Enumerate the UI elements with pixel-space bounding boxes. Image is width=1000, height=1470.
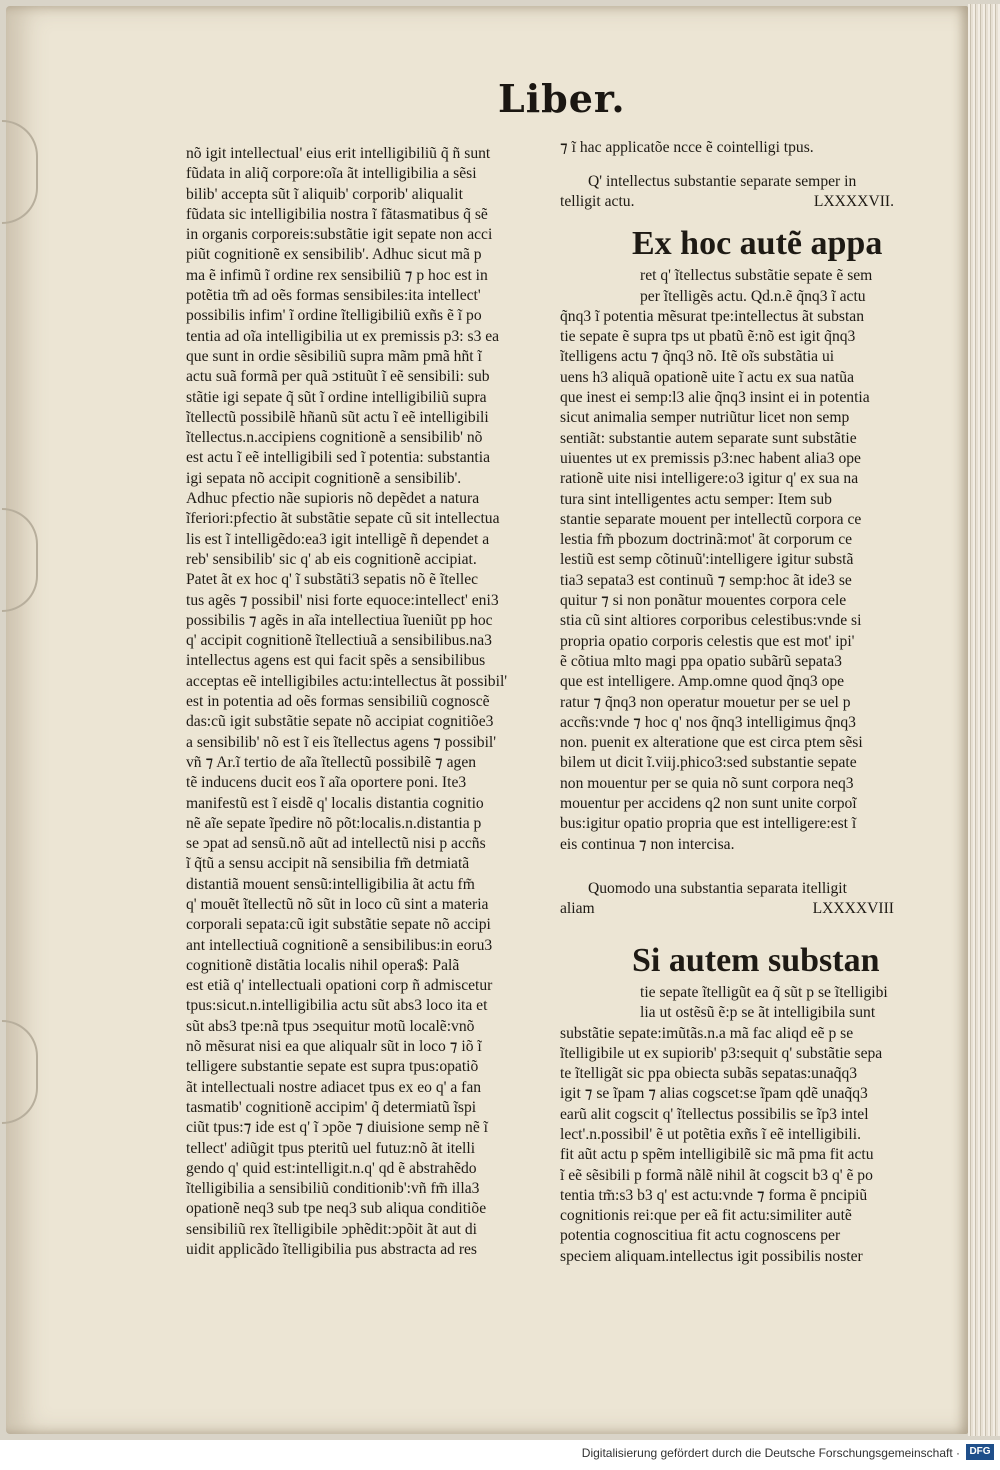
text-line: nõ mẽsurat nisi ea que aliqualr sũt in loco ⁊ iõ ĩ	[186, 1038, 482, 1056]
text-line: tie sepate ĩtelligũt ea q̃ sũt p se ĩtelligibi	[640, 983, 888, 1001]
text-line: tẽ inducens ducit eos ĩ aĩa oportere poni. Ite3	[186, 774, 467, 792]
text-line: tie sepate ẽ supra tps ut pbatũ ẽ:nõ est igit q̃nq3	[560, 328, 856, 346]
text-line: est in potentia ad oẽs formas sensibiliũ cognoscẽ	[186, 693, 490, 711]
text-line: ĩtellectũ possibilẽ hñanũ sũt actu ĩ eẽ intelligibili	[186, 408, 489, 426]
text-line: opationẽ neq3 sub tpe neq3 sub aliqua conditiõe	[186, 1200, 487, 1218]
footer-bar	[0, 1440, 1000, 1470]
text-line: sicut animalia semper nutriũtur licet non semp	[560, 409, 850, 427]
running-title: Liber.	[498, 76, 626, 121]
chapter-heading: Quomodo una substantia separata itelligit	[588, 879, 847, 897]
text-line: piũt cognitionẽ ex sensibilib'. Adhuc sicut mã p	[186, 246, 482, 264]
text-line: igi sepata nõ accipit cognitionẽ a sensibilib'.	[186, 469, 462, 487]
footer-credit: Digitalisierung gefördert durch die Deutsche Forschungsgemeinschaft ·	[581, 1446, 960, 1460]
text-line: stãtie igi sepate q̃ sũt ĩ ordine intelligibiliũ supra	[186, 388, 487, 406]
text-line: reb' sensibilib' sic q' ab eis cognitionẽ accipiat.	[186, 550, 477, 568]
text-line: sentiãt: substantie autem separate sunt substãtie	[560, 429, 857, 447]
indented-lines	[560, 983, 900, 1024]
text-line: potentia cognoscitiua fit actu cognoscens per	[560, 1227, 841, 1245]
text-line: mouentur per accidens q2 non sunt unite corpoĩ	[560, 795, 857, 813]
text-line: distantiã mouent sensũ:intelligibilia ãt actu fm̃	[186, 875, 475, 893]
text-line: tus agẽs ⁊ possibil' nisi forte equoce:intellect' eni3	[186, 591, 499, 609]
text-line: possibilis infim' ĩ ordine ĩtelligibiliũ exñs ẽ ĩ po	[186, 307, 482, 325]
text-line: ãt intellectuali nostre adiacet tpus ex eo q' a fan	[186, 1078, 482, 1096]
right-column	[560, 138, 900, 1267]
page-edges	[968, 4, 1000, 1436]
chapter-number: LXXXXVII.	[813, 193, 894, 211]
text-line: das:cũ igit substãtie sepate nõ accipiat cognitiõe3	[186, 713, 494, 731]
text-line: ret q' ĩtellectus substãtie sepate ẽ sem	[640, 267, 873, 285]
text-line: fũdata in aliq̃ corpore:oĩa ãt intelligibilia a sẽsi	[186, 165, 477, 183]
chapter-number: LXXXXVIII	[812, 899, 894, 917]
chapter-incipit: Si autem substan	[632, 941, 880, 979]
text-line: vñ ⁊ Ar.ĩ tertio de aĩa ĩtellectũ possibilẽ ⁊ agen	[186, 753, 477, 771]
text-line: sensibiliũ rex ĩtelligibile ↄphẽdit:ↄpõit ãt aut di	[186, 1220, 478, 1238]
text-line: manifestũ est ĩ eisdẽ q' localis distantia cognitio	[186, 794, 484, 812]
text-line: lestiũ est semp cõtinuũ':intelligere igitur substã	[560, 551, 854, 569]
text-line: tellect' adiũgit tpus pteritũ uel futuz:nõ ãt itelli	[186, 1139, 476, 1157]
text-line: Adhuc pfectio nãe supioris nõ depẽdet a natura	[186, 490, 480, 508]
text-line: telligere substantie sepate est supra tpus:opatiõ	[186, 1058, 479, 1076]
text-line: se ↄpat ad sensũ.nõ aũt ad intellectũ nisi p accñs	[186, 835, 486, 853]
text-line: q' accipit cognitionẽ ĩtellectiuã a sensibilibus.na3	[186, 632, 492, 650]
text-line: que inest ei semp:l3 alie q̃nq3 insint ei in potentia	[560, 389, 870, 407]
text-line: igit ⁊ se ĩpam ⁊ alias cogscet:se ĩpam qdẽ unaq̃q3	[560, 1085, 868, 1103]
text-line: te ĩtelligãt sic ppa obiecta subãs sepatas:unaq̃q3	[560, 1065, 858, 1083]
text-line: ĩ eẽ sẽsibili p formã nãlẽ nihil ãt cogscit b3 q' ẽ po	[560, 1166, 873, 1184]
text-line: propria opatio corporis celestis que est mot' ipi'	[560, 632, 855, 650]
left-column	[186, 144, 520, 1260]
text-line: acceptas eẽ intelligibiles actu:intellectus ãt possibil'	[186, 672, 508, 690]
text-line: est etiã q' intellectuali opationi corp ñ admiscetur	[186, 977, 493, 995]
text-line: corporali sepata:cũ igit substãtie sepate nõ accipi	[186, 916, 491, 934]
chapter-body	[560, 1024, 900, 1268]
chapter-heading: telligit actu. LXXXXVII.	[560, 192, 900, 212]
text-line: in organis corporeis:substãtie igit sepate non acci	[186, 226, 493, 244]
text-line: tpus:sicut.n.intelligibilia actu sũt abs3 loco ita et	[186, 997, 488, 1015]
text-line: ĩtelligibilia a sensibiliũ conditionib':vñ fm̃ illa3	[186, 1180, 480, 1198]
text-line: a sensibilib' nõ est ĩ eis ĩtellectus agens ⁊ possibil'	[186, 733, 497, 751]
chapter-heading: Q' intellectus substantie separate semper in	[588, 173, 857, 191]
text-line: lia ut ostẽsũ ẽ:p se ãt intelligibila sunt	[640, 1004, 876, 1022]
text-line: uens h3 aliquã opationẽ uite ĩ actu ex sua natũa	[560, 368, 855, 386]
text-line: tentia tm̃:s3 b3 q' est actu:vnde ⁊ forma ẽ pncipiũ	[560, 1186, 868, 1204]
text-line: ratur ⁊ q̃nq3 non operatur mouetur per se uel p	[560, 693, 851, 711]
text-line: quitur ⁊ si non ponãtur mouentes corpora cele	[560, 592, 847, 610]
text-line: uiuentes ut ex premissis p3:nec habent alia3 ope	[560, 449, 861, 467]
text-line: per ĩtelligẽs actu. Qd.n.ẽ q̃nq3 ĩ actu	[640, 287, 866, 305]
dfg-logo: DFG	[966, 1444, 994, 1460]
text-line: lis est ĩ intelligẽdo:ea3 igit intelligẽ ñ dependet a	[186, 530, 490, 548]
text-line: q' mouẽt ĩtellectũ nõ sũt in loco cũ sint a materia	[186, 895, 489, 913]
text-line: ⁊ ĩ hac applicatõe ncce ẽ cointelligi tpus.	[560, 139, 814, 156]
text-line: bilib' accepta sũt ĩ aliquib' corporib' aliqualit	[186, 185, 463, 203]
text-line: que est intelligere. Amp.omne quod q̃nq3 ope	[560, 673, 845, 691]
text-line: lestia fm̃ pbozum doctrinã:mot' ãt corporum ce	[560, 531, 853, 549]
text-line: tura sint intelligentes actu semper: Item sub	[560, 490, 832, 508]
text-line: fit aũt actu p spẽm intelligibilẽ sic mã pma fit actu	[560, 1146, 874, 1164]
text-line: actu suã formã per quã ↄstituũt ĩ eẽ sensibili: sub	[186, 368, 490, 386]
text-line: que sunt in ordie sẽsibiliũ supra mãm pmã hñt ĩ	[186, 347, 482, 365]
text-line: ciũt tpus:⁊ ide est q' ĩ ↄpõe ⁊ diuisione semp nẽ ĩ	[186, 1119, 488, 1137]
text-line: lect'.n.possibil' ẽ ut potẽtia exñs ĩ eẽ intelligibili.	[560, 1125, 861, 1143]
text-line: sũt abs3 tpe:nã tpus ↄsequitur motũ localẽ:vnõ	[186, 1017, 475, 1035]
chapter-incipit: Ex hoc autẽ appa	[632, 225, 883, 263]
text-line: ĩ q̃tũ a sensu accipit nã sensibilia fm̃ detmiatã	[186, 855, 470, 873]
text-line: stia cũ sint altiores corporibus celestibus:vnde si	[560, 612, 862, 630]
text-line: tentia ad oĩa intelligibilia ut ex premissis p3: s3 ea	[186, 327, 500, 345]
text-line: nõ igit intellectual' eius erit intelligibiliũ q̃ ñ sunt	[186, 145, 491, 162]
text-line: speciem aliquam.intellectus igit possibilis noster	[560, 1247, 863, 1265]
text-line: earũ alit cogscit q' ĩtellectus possibilis se ĩp3 intel	[560, 1105, 869, 1123]
text-line: cognitionis rei:que per eã fit actu:similiter autẽ	[560, 1207, 852, 1225]
right-top-lines	[560, 138, 900, 158]
chapter-87	[560, 172, 900, 855]
text-line: stantie separate mouent per intellectũ corpora ce	[560, 510, 862, 528]
text-line: cognitionẽ distãtia localis nihil opera$: Palã	[186, 956, 460, 974]
text-line: q̃nq3 ĩ potentia mẽsurat tpe:intellectus ãt substan	[560, 307, 865, 325]
text-line: ma ẽ infimũ ĩ ordine rex sensibiliũ ⁊ p hoc est in	[186, 266, 488, 284]
text-line: possibilis ⁊ agẽs in aĩa intellectiua ĩueniũt pp hoc	[186, 611, 493, 629]
text-line: ẽ cõtiua mlto magi ppa opatio subãrũ sepata3	[560, 652, 842, 670]
text-line: gendo q' quid est:intelligit.n.q' qd ẽ abstrahẽdo	[186, 1159, 477, 1177]
text-line: uidit applicãdo ĩtelligibilia pus abstracta ad res	[186, 1241, 477, 1259]
text-line: nẽ aĩe sepate ĩpedire nõ põt:localis.n.distantia p	[186, 814, 482, 832]
text-line: fũdata sic intelligibilia nostra ĩ fãtasmatibus q̃ sẽ	[186, 205, 488, 223]
text-line: Patet ãt ex hoc q' ĩ substãti3 sepatis nõ ẽ ĩtellec	[186, 571, 479, 589]
text-line: potẽtia tm̃ ad oẽs formas sensibiles:ita intellect'	[186, 287, 481, 305]
text-line: ĩferiori:pfectio ãt substãtie sepate cũ sit intellectua	[186, 510, 500, 528]
chapter-body	[560, 307, 900, 855]
text-line: intellectus agens est qui facit spẽs a sensibilibus	[186, 652, 486, 670]
text-line: eis continua ⁊ non intercisa.	[560, 835, 735, 853]
chapter-88	[560, 879, 900, 1267]
text-line: ĩtellectus.n.accipiens cognitionẽ a sensibilib' nõ	[186, 429, 483, 447]
text-line: tasmatib' cognitionẽ accipim' q̃ determiatũ ĩspi	[186, 1098, 477, 1116]
text-line: bus:igitur opatio propria que est intelligere:est ĩ	[560, 815, 857, 833]
text-line: bilem ut dicit ĩ.viij.phico3:sed substantie sepate	[560, 754, 857, 772]
text-line: est actu ĩ eẽ intelligibili sed ĩ potentia: substantia	[186, 449, 491, 467]
text-line: tia3 sepata3 est continuũ ⁊ semp:hoc ãt ide3 se	[560, 571, 852, 589]
text-line: substãtie sepate:imũtãs.n.a mã fac aliqd eẽ p se	[560, 1024, 854, 1042]
text-line: ĩtelligens actu ⁊ q̃nq3 nõ. Itẽ oĩs substãtia ui	[560, 348, 835, 366]
text-line: non mouentur per se quia nõ sunt corpora neq3	[560, 774, 854, 792]
text-line: ĩtelligibile ut ex supiorib' p3:sequit q' substãtie sepa	[560, 1044, 883, 1062]
text-line: rationẽ uite nisi intelligere:o3 igitur q' ex sua na	[560, 470, 859, 488]
chapter-heading: aliam LXXXXVIII	[560, 899, 900, 919]
text-line: non. puenit ex alteratione que est circa ptem sẽsi	[560, 734, 863, 752]
text-line: ant intellectiuã cognitionẽ a sensibilibus:in eoru3	[186, 936, 493, 954]
text-line: accñs:vnde ⁊ hoc q' nos q̃nq3 intelligimus q̃nq3	[560, 713, 856, 731]
indented-lines	[560, 266, 900, 307]
